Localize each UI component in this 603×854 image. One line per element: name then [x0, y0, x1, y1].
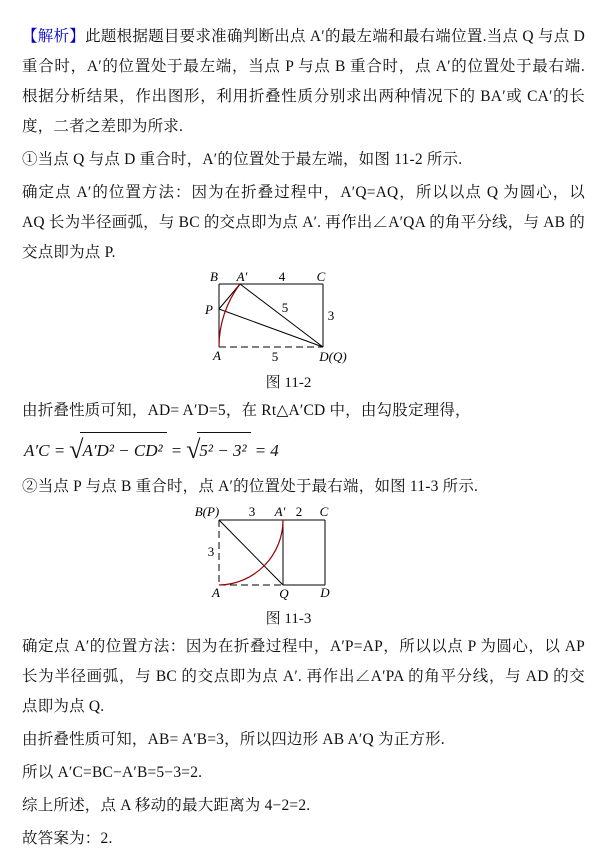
formula-radicand-1: A′D² − CD² [80, 432, 166, 468]
case2-square: 由折叠性质可知，AB= A′B=3，所以四边形 AB A′Q 为正方形. [22, 731, 445, 748]
final-answer: 故答案为：2. [22, 830, 113, 847]
fig2-label-b: B [209, 269, 218, 284]
radical-sign: √ [69, 435, 84, 464]
fig2-label-top-length: 4 [278, 269, 285, 284]
analysis-paragraph [22, 22, 585, 142]
fig2-segment-p-d [219, 309, 323, 347]
conclusion-summary: 综上所述，点 A 移动的最大距离为 4−2=2. [22, 797, 311, 814]
fig2-label-a: A [212, 348, 221, 363]
fig3-label-left-length: 3 [207, 544, 214, 559]
analysis-intro-text: 此题根据题目要求准确判断出点 A′的最左端和最右端位置.当点 Q 与点 D 重合时，A′的位置处于最左端，当点 P 与点 B 重合时，点 A′的位置处于最右端. 根据分析结果，作出图形，利用折叠性质分别求出两种情况下的 BA′或 CA′的长度，二者之差即为所求. [22, 28, 585, 135]
fig2-label-right-length: 3 [327, 308, 334, 323]
analysis-label: 【解析】 [22, 28, 86, 45]
fig2-label-p: P [204, 302, 213, 317]
fig2-label-a-prime: A′ [236, 269, 247, 284]
fig3-label-q: Q [278, 586, 289, 601]
pythagorean-formula [24, 432, 585, 468]
figure-11-2 [22, 269, 555, 394]
fig2-label-diag-length: 5 [281, 300, 288, 315]
figure-11-2-caption: 图 11-2 [265, 375, 312, 391]
fig3-label-c: C [319, 504, 328, 519]
formula-lhs: A′C = [24, 441, 66, 460]
formula-sqrt-2 [186, 432, 250, 468]
figure-11-3-diagram [169, 506, 409, 603]
fig3-label-d: D [319, 585, 330, 600]
case1-deduction: 由折叠性质可知，AD= A′D=5，在 Rt△A′CD 中，由勾股定理得， [22, 402, 471, 419]
formula-sqrt-1 [69, 432, 166, 468]
formula-result: = 4 [254, 441, 279, 460]
fig3-label-b-p: B(P) [194, 504, 219, 519]
fig3-segment-b-q [219, 520, 283, 585]
case2-subtraction: 所以 A′C=BC−A′B=5−3=2. [22, 764, 203, 781]
case1-statement: ①当点 Q 与点 D 重合时，A′的位置处于最左端，如图 11-2 所示. [22, 151, 463, 168]
formula-radicand-2: 5² − 3² [197, 432, 250, 468]
radical-sign: √ [186, 435, 201, 464]
figure-11-2-diagram [169, 269, 409, 367]
fig3-label-a: A [211, 585, 220, 600]
case1-method: 确定点 A′的位置方法：因为在折叠过程中，A′Q=AQ，所以以点 Q 为圆心，以 AQ 长为半径画弧，与 BC 的交点即为点 A′. 再作出∠A′QA 的角平分线，与 AB 的交点即为点 P. [22, 184, 585, 261]
fig3-label-a-prime: A′ [274, 504, 285, 519]
fig2-label-d-q: D(Q) [318, 349, 347, 364]
figure-11-3 [22, 506, 555, 630]
fig2-label-c: C [316, 269, 325, 284]
fig2-segment-aprime-d [240, 284, 323, 347]
case2-statement: ②当点 P 与点 B 重合时，点 A′的位置处于最右端，如图 11-3 所示. [22, 478, 479, 495]
fig3-label-top-left-length: 3 [248, 504, 255, 519]
case2-method: 确定点 A′的位置方法：因为在折叠过程中，A′P=AP，所以以点 P 为圆心，以 AP 长为半径画弧，与 BC 的交点即为点 A′. 再作出∠A′PA 的角平分线，与 AD 的交点即为点 Q. [22, 638, 585, 715]
figure-11-3-caption: 图 11-3 [265, 611, 312, 627]
fig2-label-bottom-length: 5 [271, 349, 278, 364]
fig3-label-top-right-length: 2 [295, 504, 302, 519]
formula-equals: = [170, 441, 183, 460]
